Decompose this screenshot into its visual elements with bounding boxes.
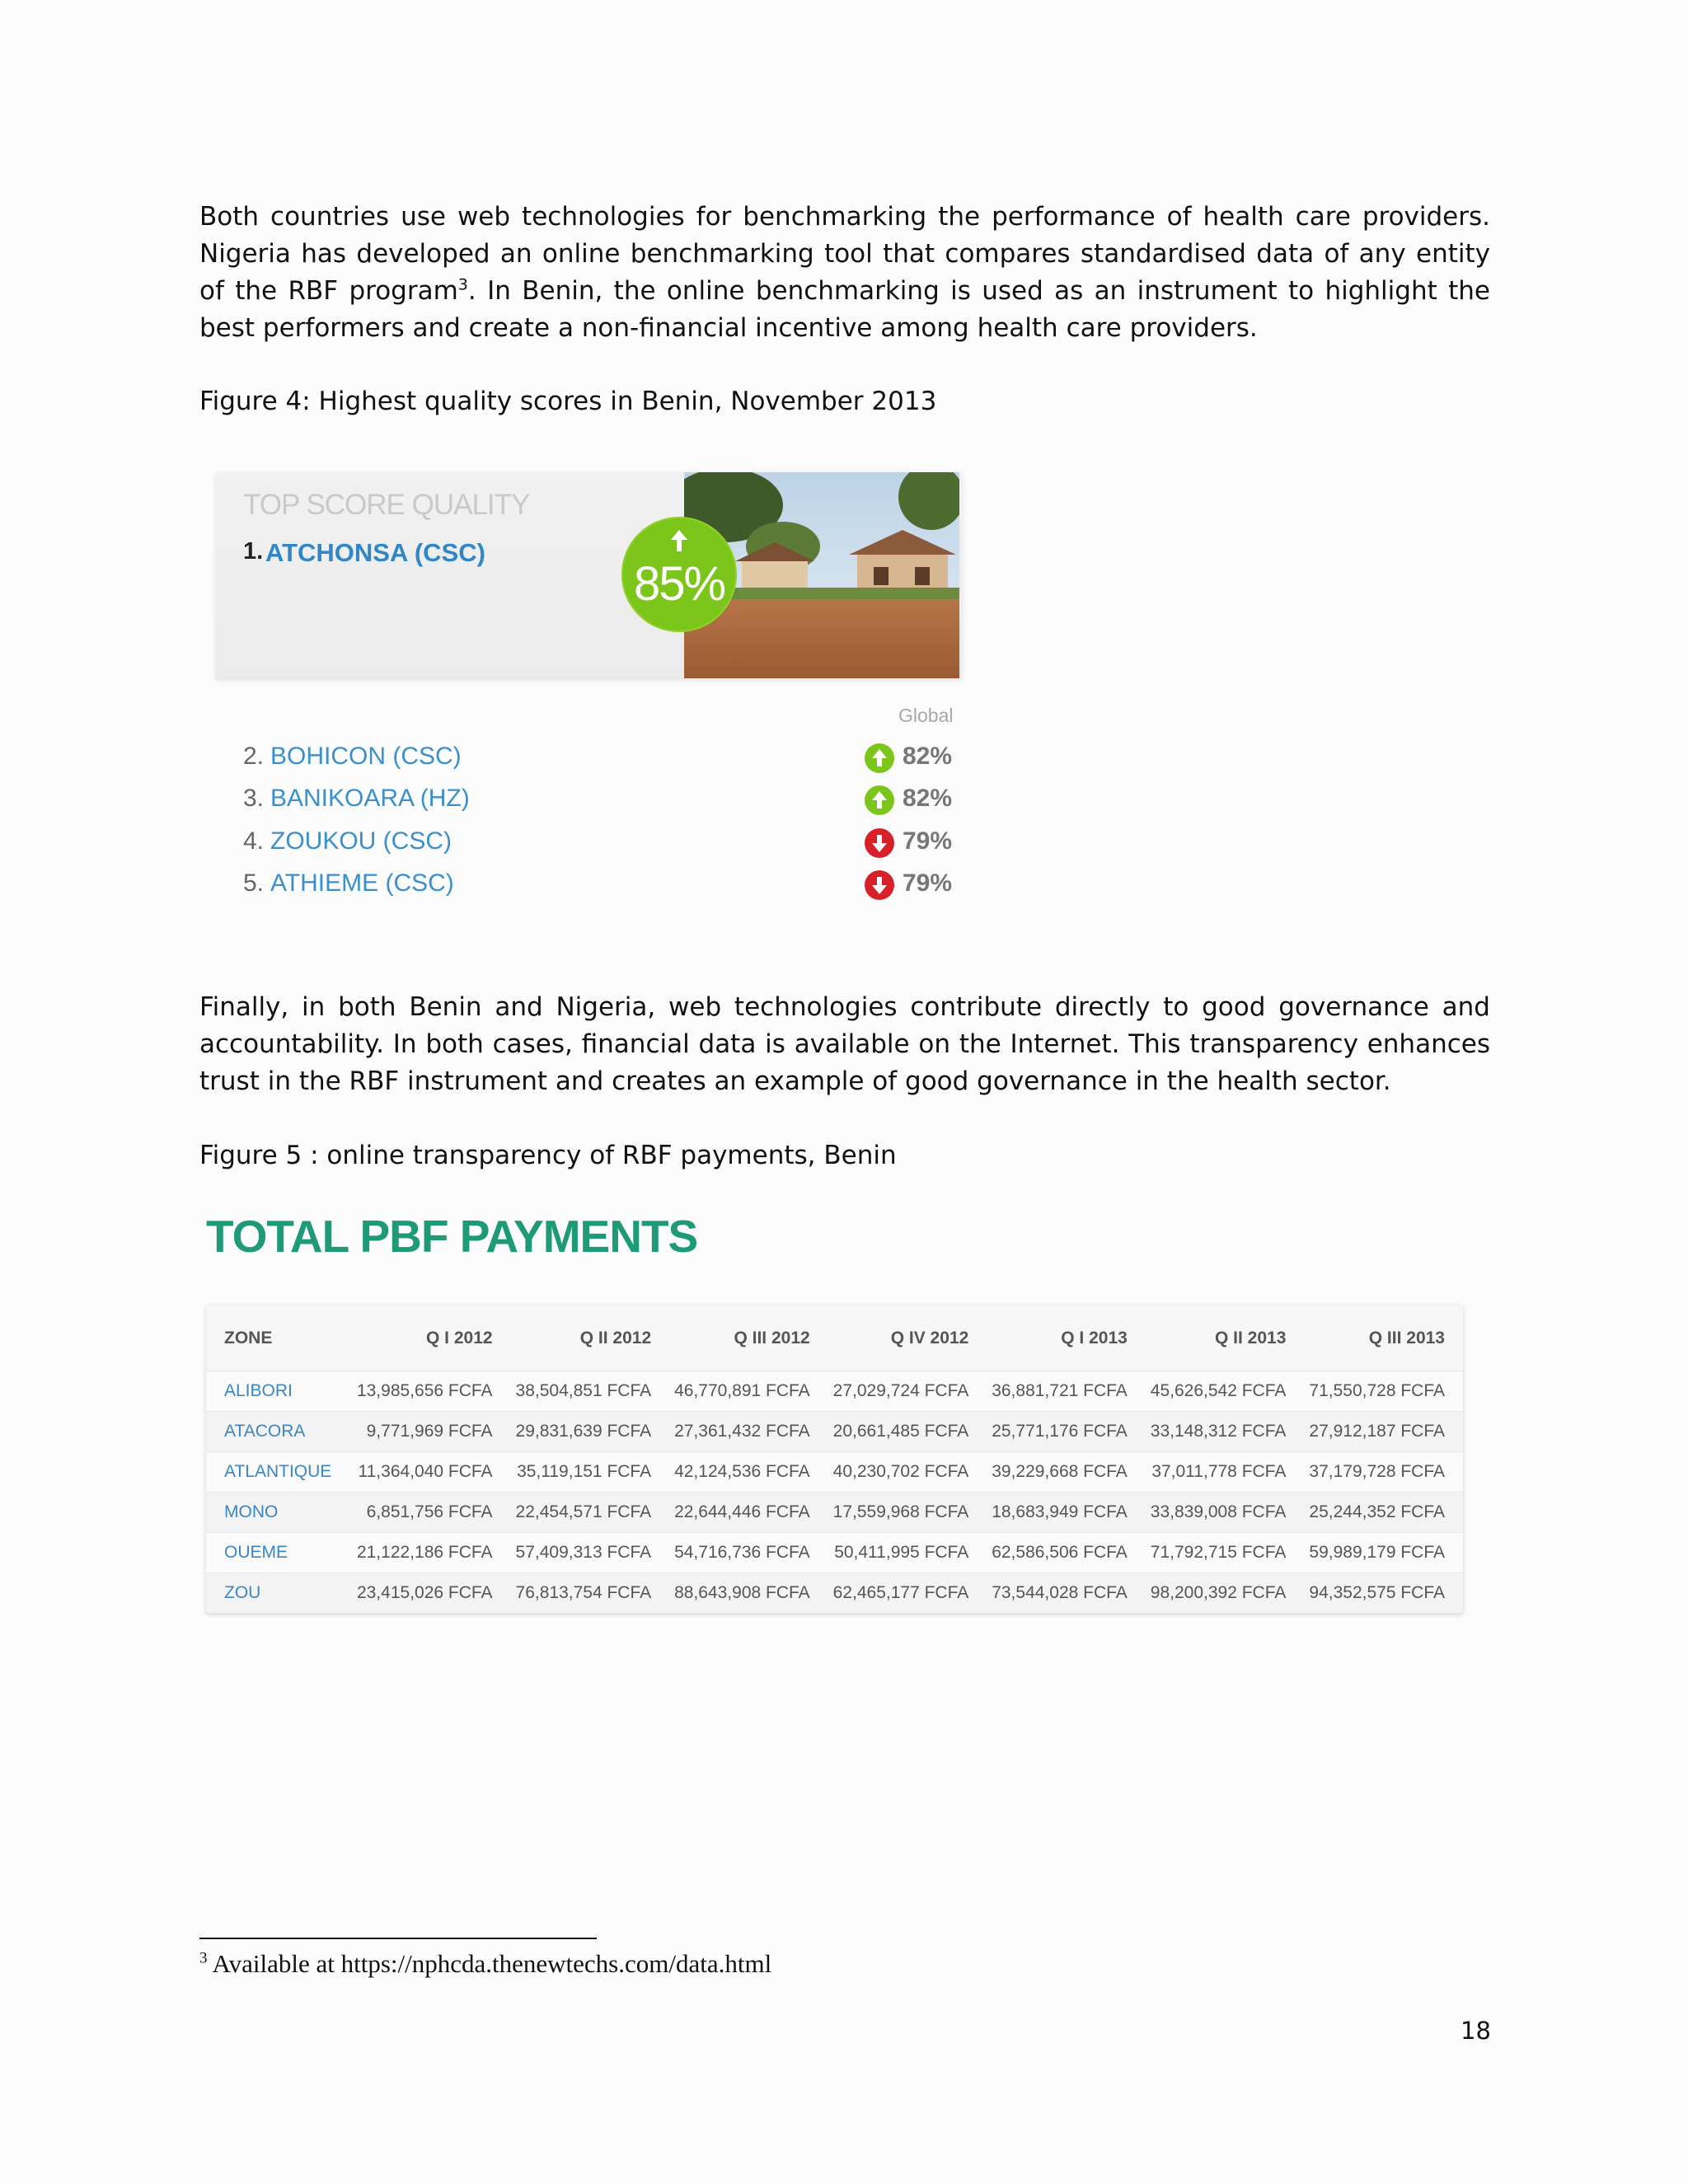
footnote [199,1949,771,1979]
top-score-value: 85% [633,557,725,611]
facility-link[interactable]: BOHICON (CSC) [270,743,462,770]
table-cell: 54,716,736 FCFA [669,1533,828,1573]
column-header: Q III 2012 [669,1305,828,1371]
table-cell: 59,989,179 FCFA [1304,1533,1463,1573]
rank-number: 5. [243,869,265,897]
figure4-caption: Figure 4: Highest quality scores in Benin, November 2013 [199,387,937,416]
global-column-label: Global [898,705,954,726]
column-header: Q I 2013 [987,1305,1146,1371]
ranking-row [243,827,960,864]
table-row [206,1493,1463,1533]
table-row [206,1573,1463,1614]
table-cell: 25,771,176 FCFA [987,1412,1146,1452]
table-cell: 37,011,778 FCFA [1146,1452,1305,1493]
zone-link[interactable]: ATLANTIQUE [206,1452,352,1493]
table-cell: 22,454,571 FCFA [511,1493,670,1533]
zone-link[interactable]: ALIBORI [206,1371,352,1412]
table-cell: 73,544,028 FCFA [987,1573,1146,1614]
table-cell: 57,409,313 FCFA [511,1533,670,1573]
column-header: Q IV 2012 [828,1305,987,1371]
trend-down-icon [864,869,895,901]
top-score-badge [621,517,737,632]
table-cell: 25,244,352 FCFA [1304,1493,1463,1533]
table-cell: 46,770,891 FCFA [669,1371,828,1412]
footnote-separator [199,1938,597,1939]
trend-up-icon [864,785,895,816]
paragraph-text-start: Both countries use web technologies for benchmarking the performance of health care providers. Nigeria has developed an online benchmarking tool that compares standardised data of any entity of the RBF program [199,202,1490,306]
pbf-payments-table [206,1305,1463,1614]
table-cell: 27,912,187 FCFA [1304,1412,1463,1452]
table-cell: 40,230,702 FCFA [828,1452,987,1493]
zone-link[interactable]: ZOU [206,1573,352,1614]
table-cell: 94,352,575 FCFA [1304,1573,1463,1614]
table-header-row [206,1305,1463,1371]
figure4-quality-scores [216,466,962,915]
score-percent: 82% [903,743,953,770]
ranking-row [243,869,960,906]
table-cell: 33,148,312 FCFA [1146,1412,1305,1452]
ranking-row [243,785,960,821]
paragraph-governance: Finally, in both Benin and Nigeria, web technologies contribute directly to good governance and accountability. In both cases, financial data is available on the Internet. This transparency enhances trust in the RBF instrument and creates an example of good governance in the health sector. [199,992,1490,1096]
top-score-facility-link[interactable]: ATCHONSA (CSC) [265,538,485,567]
paragraph-benchmarking [199,199,1490,347]
table-cell: 50,411,995 FCFA [828,1533,987,1573]
table-row [206,1452,1463,1493]
footnote-number: 3 [199,1949,208,1967]
zone-link[interactable]: MONO [206,1493,352,1533]
trend-up-icon [864,743,895,774]
table-cell: 37,179,728 FCFA [1304,1452,1463,1493]
score-percent: 79% [903,827,953,855]
footnote-reference[interactable]: 3 [457,275,468,294]
table-cell: 23,415,026 FCFA [352,1573,511,1614]
zone-link[interactable]: ATACORA [206,1412,352,1452]
table-cell: 62,586,506 FCFA [987,1533,1146,1573]
table-cell: 38,504,851 FCFA [511,1371,670,1412]
table-row [206,1533,1463,1573]
table-cell: 11,364,040 FCFA [352,1452,511,1493]
table-cell: 98,200,392 FCFA [1146,1573,1305,1614]
table-row [206,1412,1463,1452]
table-cell: 42,124,536 FCFA [669,1452,828,1493]
payments-table [206,1305,1463,1614]
table-cell: 27,029,724 FCFA [828,1371,987,1412]
column-header: Q I 2012 [352,1305,511,1371]
facility-link[interactable]: ATHIEME (CSC) [270,869,454,897]
facility-link[interactable]: ZOUKOU (CSC) [270,827,452,855]
table-cell: 22,644,446 FCFA [669,1493,828,1533]
table-cell: 29,831,639 FCFA [511,1412,670,1452]
zone-link[interactable]: OUEME [206,1533,352,1573]
rank-number: 4. [243,827,265,855]
table-cell: 27,361,432 FCFA [669,1412,828,1452]
table-cell: 76,813,754 FCFA [511,1573,670,1614]
table-cell: 9,771,969 FCFA [352,1412,511,1452]
table-cell: 71,550,728 FCFA [1304,1371,1463,1412]
top-score-rank: 1. [243,538,264,565]
table-cell: 6,851,756 FCFA [352,1493,511,1533]
table-cell: 35,119,151 FCFA [511,1452,670,1493]
score-percent: 79% [903,869,953,897]
table-cell: 88,643,908 FCFA [669,1573,828,1614]
table-cell: 33,839,008 FCFA [1146,1493,1305,1533]
table-row [206,1371,1463,1412]
arrow-up-icon [671,530,687,551]
column-header-zone: ZONE [206,1305,352,1371]
table-cell: 36,881,721 FCFA [987,1371,1146,1412]
figure5-caption: Figure 5 : online transparency of RBF payments, Benin [199,1141,897,1170]
column-header: Q II 2012 [511,1305,670,1371]
table-cell: 45,626,542 FCFA [1146,1371,1305,1412]
table-cell: 62,465,177 FCFA [828,1573,987,1614]
top-score-title: TOP SCORE QUALITY [243,489,530,521]
facility-link[interactable]: BANIKOARA (HZ) [270,785,470,812]
trend-down-icon [864,827,895,859]
table-cell: 21,122,186 FCFA [352,1533,511,1573]
table-cell: 17,559,968 FCFA [828,1493,987,1533]
ranking-row [243,743,960,779]
column-header: Q III 2013 [1304,1305,1463,1371]
rank-number: 3. [243,785,265,812]
pbf-payments-title: TOTAL PBF PAYMENTS [206,1211,698,1262]
table-cell: 39,229,668 FCFA [987,1452,1146,1493]
paragraph-text-end: . In Benin, the online benchmarking is used as an instrument to highlight the best performers and create a non-financial incentive among health care providers. [199,276,1490,343]
table-cell: 20,661,485 FCFA [828,1412,987,1452]
rank-number: 2. [243,743,265,770]
table-cell: 18,683,949 FCFA [987,1493,1146,1533]
page-number: 18 [1461,2017,1491,2045]
table-cell: 13,985,656 FCFA [352,1371,511,1412]
score-percent: 82% [903,785,953,812]
column-header: Q II 2013 [1146,1305,1305,1371]
table-cell: 71,792,715 FCFA [1146,1533,1305,1573]
footnote-text[interactable]: Available at https://nphcda.thenewtechs.com/data.html [207,1949,772,1978]
